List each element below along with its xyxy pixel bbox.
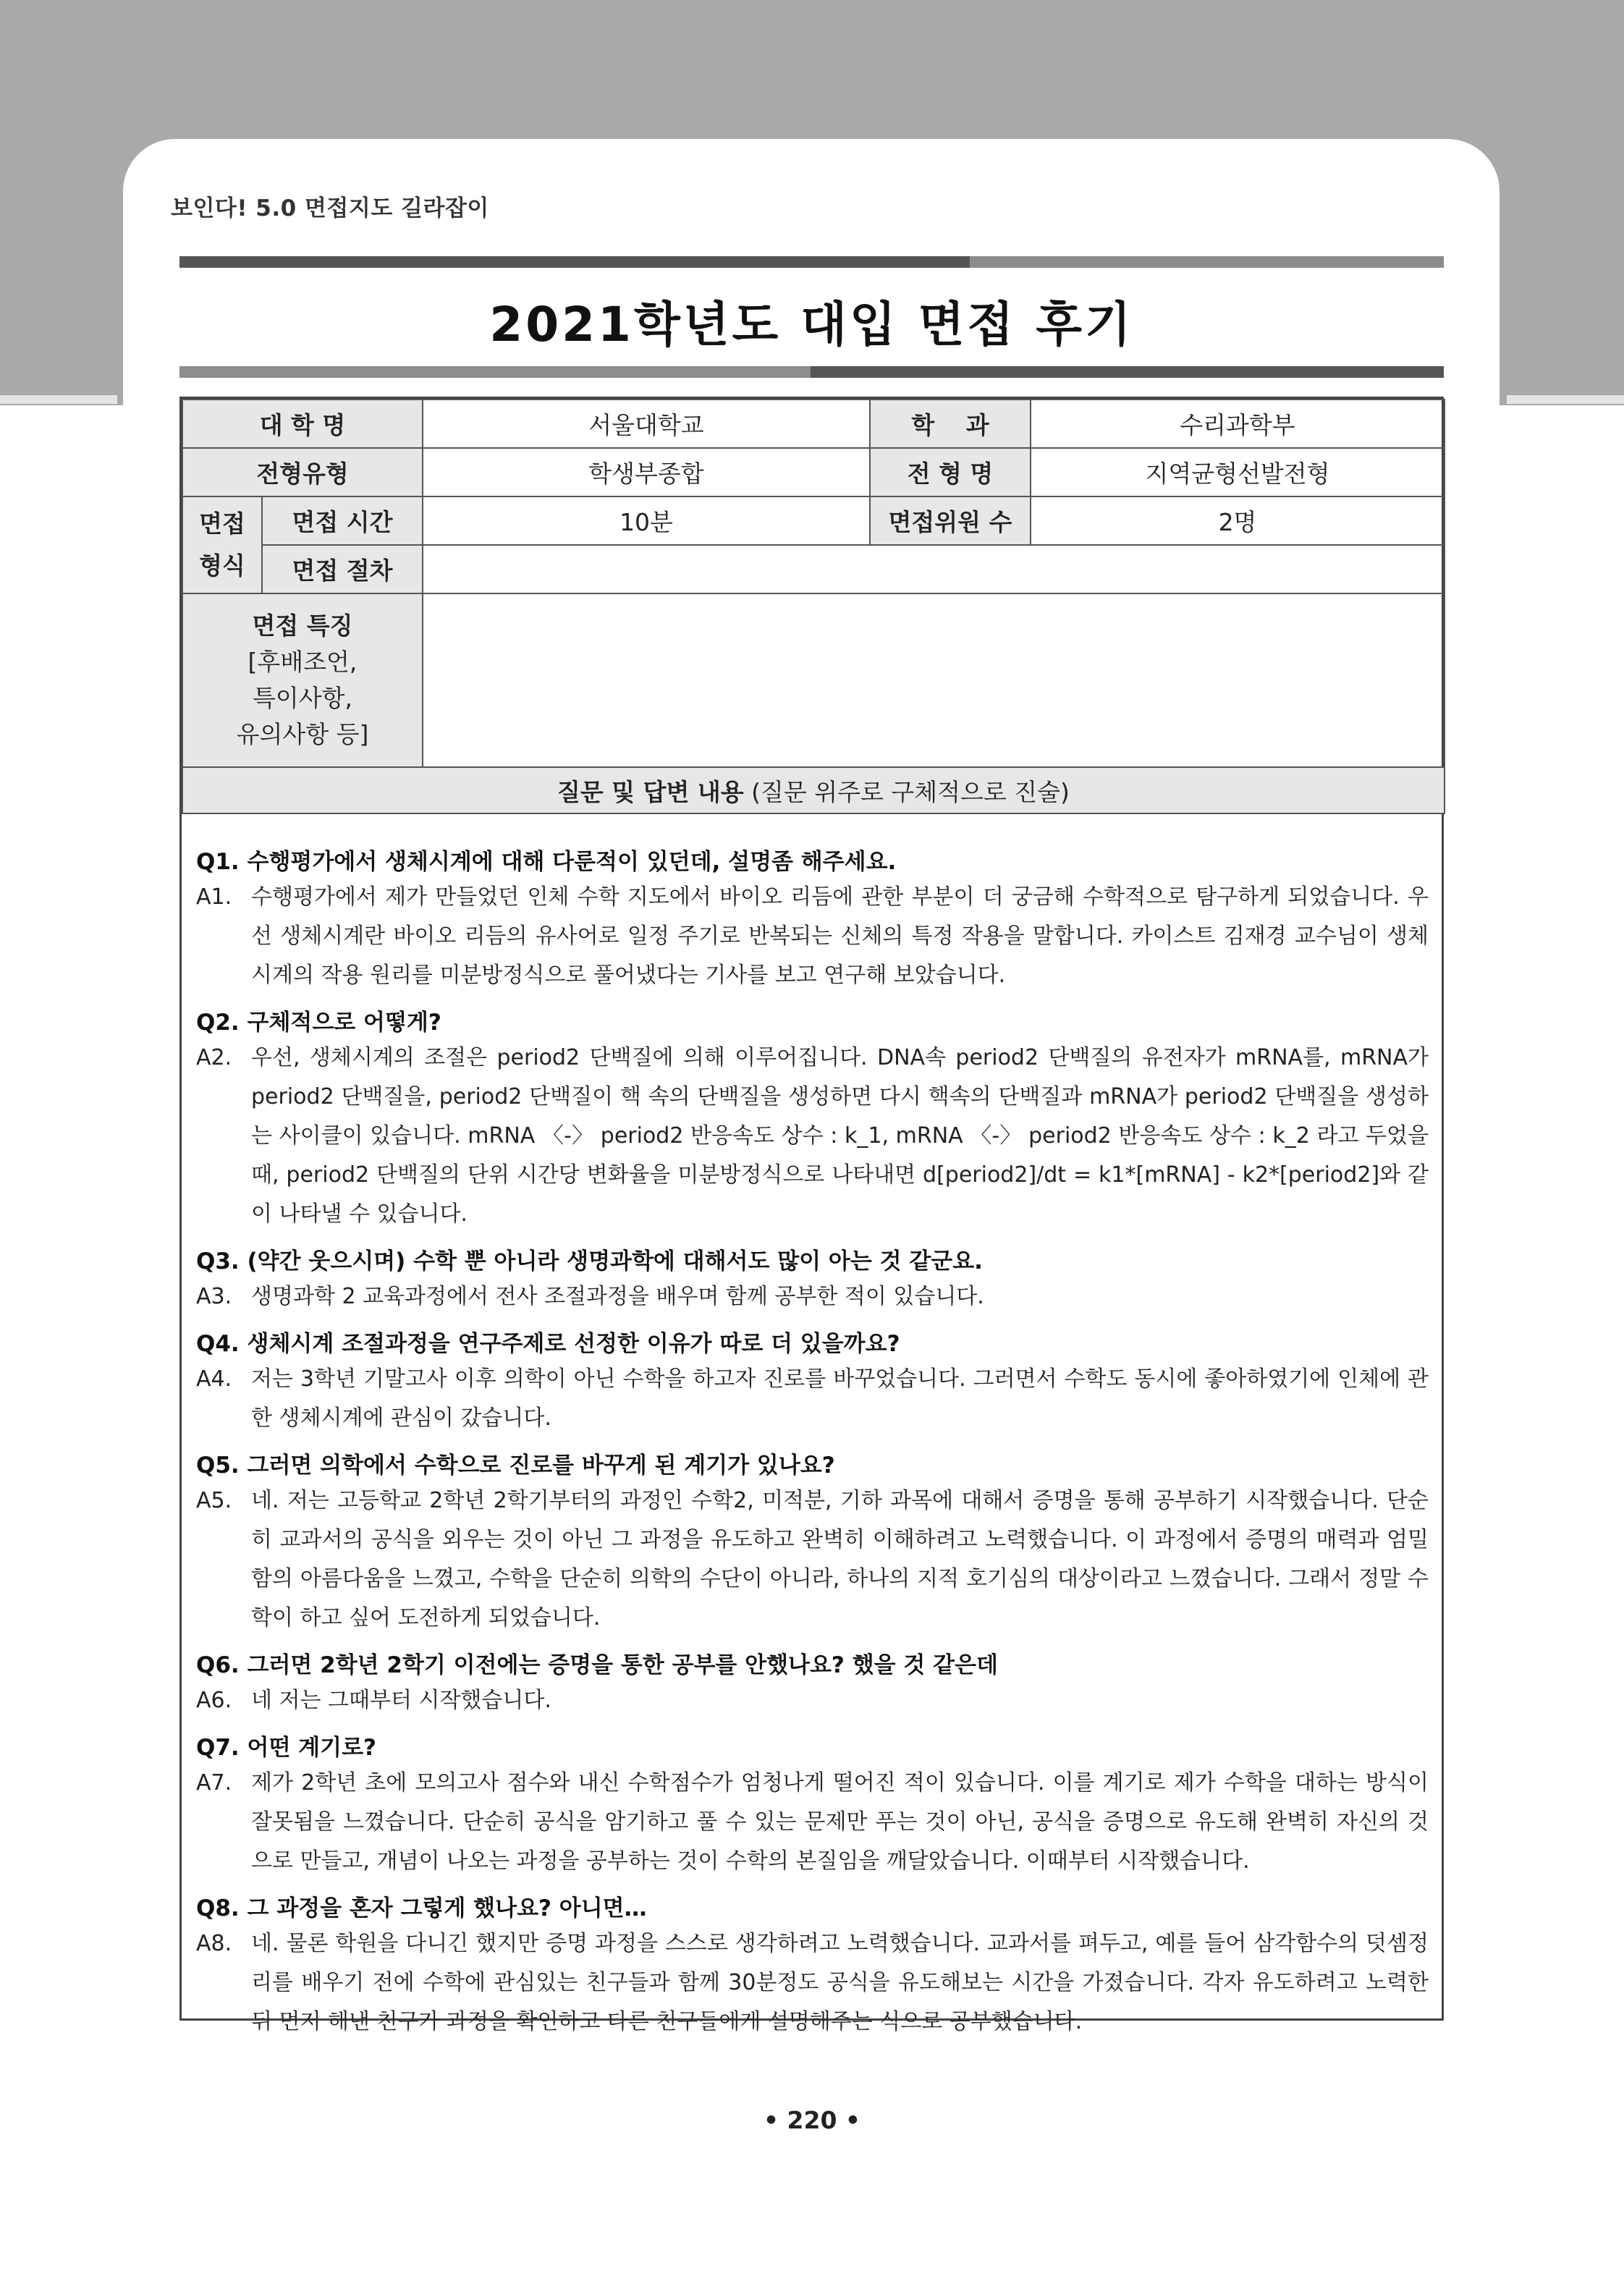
question: Q7. 어떤 계기로? <box>196 1735 376 1761</box>
time-label: 면접 시간 <box>262 496 423 545</box>
answer-label: A5. <box>196 1488 232 1513</box>
features-value <box>423 593 1445 767</box>
department-value: 수리과학부 <box>1031 399 1445 448</box>
department-label: 학 과 <box>870 399 1031 448</box>
qa-item <box>196 1007 1429 1234</box>
answer-label: A4. <box>196 1366 232 1392</box>
admission-name-value: 지역균형선발전형 <box>1031 448 1445 496</box>
answer-text: 네. 물론 학원을 다니긴 했지만 증명 과정을 스스로 생각하려고 노력했습니다. 교과서를 펴두고, 예를 들어 삼각함수의 덧셈정리를 배우기 전에 수학에 관심있는 친구들과 함께 30분정도 공식을 유도해보는 시간을 가졌습니다. 각자 유도하려고 노력한 뒤 먼저 해낸 친구가 과정을 확인하고 다른 친구들에게 설명해주는 식으로 공부했습니다. <box>251 1931 1429 2034</box>
qa-header-title: 질문 및 답변 내용 <box>557 777 744 806</box>
answer <box>196 1277 1429 1316</box>
university-label: 대 학 명 <box>182 399 423 448</box>
answer-text: 우선, 생체시계의 조절은 period2 단백질에 의해 이루어집니다. DNA속 period2 단백질의 유전자가 mRNA를, mRNA가 period2 단백질을, period2 단백질이 핵 속의 단백질을 생성하면 다시 핵속의 단백질과 mRNA가 period2 단백질을 생성하는 사이클이 있습니다. mRNA 〈-〉 period2 반응속도 상수 : k_1, mRNA 〈-〉 period2 반응속도 상수 : k_2 라고 두었을 때, period2 단백질의 단위 시간당 변화율을 미분방정식으로 나타내면 d[period2]/dt = k1*[mRNA] - k2*[period2]와 같이 나타낼 수 있습니다. <box>251 1045 1429 1227</box>
right-decor-stripe <box>1507 395 1624 404</box>
answer-text: 네 저는 그때부터 시작했습니다. <box>251 1688 551 1713</box>
question: Q4. 생체시계 조절과정을 연구주제로 선정한 이유가 따로 더 있을까요? <box>196 1331 900 1357</box>
answer <box>196 1764 1429 1881</box>
university-value: 서울대학교 <box>423 399 870 448</box>
answer-label: A6. <box>196 1688 232 1713</box>
left-decor-stripe <box>0 395 117 404</box>
qa-header-note: (질문 위주로 구체적으로 진술) <box>751 777 1070 806</box>
table-row <box>182 399 1445 448</box>
answer-label: A2. <box>196 1045 232 1070</box>
page-number: • 220 • <box>763 2106 861 2134</box>
features-label <box>182 593 423 767</box>
question: Q8. 그 과정을 혼자 그렇게 했나요? 아니면… <box>196 1895 647 1921</box>
answer-text: 네. 저는 고등학교 2학년 2학기부터의 과정인 수학2, 미적분, 기하 과목에 대해서 증명을 통해 공부하기 시작했습니다. 단순히 교과서의 공식을 외우는 것이 아닌 그 과정을 유도하고 완벽히 이해하려고 노력했습니다. 이 과정에서 증명의 매력과 엄밀함의 아름다움을 느꼈고, 수학을 단순히 의학의 수단이 아니라, 하나의 지적 호기심의 대상이라고 느꼈습니다. 그래서 정말 수학이 하고 싶어 도전하게 되었습니다. <box>251 1488 1429 1631</box>
admission-name-label: 전 형 명 <box>870 448 1031 496</box>
question: Q6. 그러면 2학년 2학기 이전에는 증명을 통한 공부를 안했나요? 했을 것 같은데 <box>196 1652 998 1678</box>
qa-list <box>182 814 1442 2042</box>
running-header: 보인다! 5.0 면접지도 길라잡이 <box>171 195 489 221</box>
document-title: 2021학년도 대입 면접 후기 <box>489 297 1134 352</box>
qa-item <box>196 1649 1429 1720</box>
answer-label: A8. <box>196 1931 232 1956</box>
qa-section-header <box>182 767 1445 813</box>
admission-type-value: 학생부종합 <box>423 448 870 496</box>
interviewers-value: 2명 <box>1031 496 1445 545</box>
qa-item <box>196 1732 1429 1881</box>
answer-text: 저는 3학년 기말고사 이후 의학이 아닌 수학을 하고자 진로를 바꾸었습니다. 그러면서 수학도 동시에 좋아하였기에 인체에 관한 생체시계에 관심이 갔습니다. <box>251 1366 1429 1431</box>
features-label-line: 유의사항 등] <box>236 720 369 748</box>
question: Q2. 구체적으로 어떻게? <box>196 1010 441 1036</box>
answer <box>196 878 1429 995</box>
answer <box>196 1039 1429 1234</box>
title-top-rule <box>179 256 1444 268</box>
features-label-line: [후배조언, <box>248 648 358 676</box>
qa-item <box>196 1450 1429 1638</box>
interview-info-table <box>182 399 1445 814</box>
answer <box>196 1360 1429 1438</box>
table-row <box>182 767 1445 813</box>
qa-item <box>196 846 1429 995</box>
procedure-value <box>423 545 1445 593</box>
qa-item <box>196 1893 1429 2042</box>
answer-text: 제가 2학년 초에 모의고사 점수와 내신 수학점수가 엄청나게 떨어진 적이 있습니다. 이를 계기로 제가 수학을 대하는 방식이 잘못됨을 느꼈습니다. 단순히 공식을 암기하고 풀 수 있는 문제만 푸는 것이 아닌, 공식을 증명으로 유도해 완벽히 자신의 것으로 만들고, 개념이 나오는 과정을 공부하는 것이 수학의 본질임을 깨달았습니다. 이때부터 시작했습니다. <box>251 1770 1429 1874</box>
answer-text: 생명과학 2 교육과정에서 전사 조절과정을 배우며 함께 공부한 적이 있습니다. <box>251 1284 984 1309</box>
answer-label: A7. <box>196 1770 232 1796</box>
question: Q3. (약간 웃으시며) 수학 뿐 아니라 생명과학에 대해서도 많이 아는 것 같군요. <box>196 1248 983 1274</box>
answer <box>196 1681 1429 1720</box>
qa-item <box>196 1328 1429 1438</box>
answer-label: A3. <box>196 1284 232 1309</box>
features-label-line: 특이사항, <box>252 684 352 712</box>
table-row <box>182 545 1445 593</box>
answer <box>196 1924 1429 2042</box>
time-value: 10분 <box>423 496 870 545</box>
interview-info-box <box>179 397 1444 2034</box>
title-bottom-rule <box>179 366 1444 378</box>
table-row <box>182 496 1445 545</box>
interviewers-label: 면접위원 수 <box>870 496 1031 545</box>
question: Q5. 그러면 의학에서 수학으로 진로를 바꾸게 된 계기가 있나요? <box>196 1453 835 1479</box>
format-label: 면접 형식 <box>182 496 262 593</box>
answer-label: A1. <box>196 884 232 910</box>
features-label-line: 면접 특징 <box>252 612 353 640</box>
qa-item <box>196 1246 1429 1316</box>
answer <box>196 1481 1429 1638</box>
question: Q1. 수행평가에서 생체시계에 대해 다룬적이 있던데, 설명좀 해주세요. <box>196 849 897 875</box>
admission-type-label: 전형유형 <box>182 448 423 496</box>
answer-text: 수행평가에서 제가 만들었던 인체 수학 지도에서 바이오 리듬에 관한 부분이 더 궁금해 수학적으로 탐구하게 되었습니다. 우선 생체시계란 바이오 리듬의 유사어로 일정 주기로 반복되는 신체의 특정 작용을 말합니다. 카이스트 김재경 교수님이 생체시계의 작용 원리를 미분방정식으로 풀어냈다는 기사를 보고 연구해 보았습니다. <box>251 884 1429 988</box>
table-row <box>182 448 1445 496</box>
procedure-label: 면접 절차 <box>262 545 423 593</box>
table-row <box>182 593 1445 767</box>
